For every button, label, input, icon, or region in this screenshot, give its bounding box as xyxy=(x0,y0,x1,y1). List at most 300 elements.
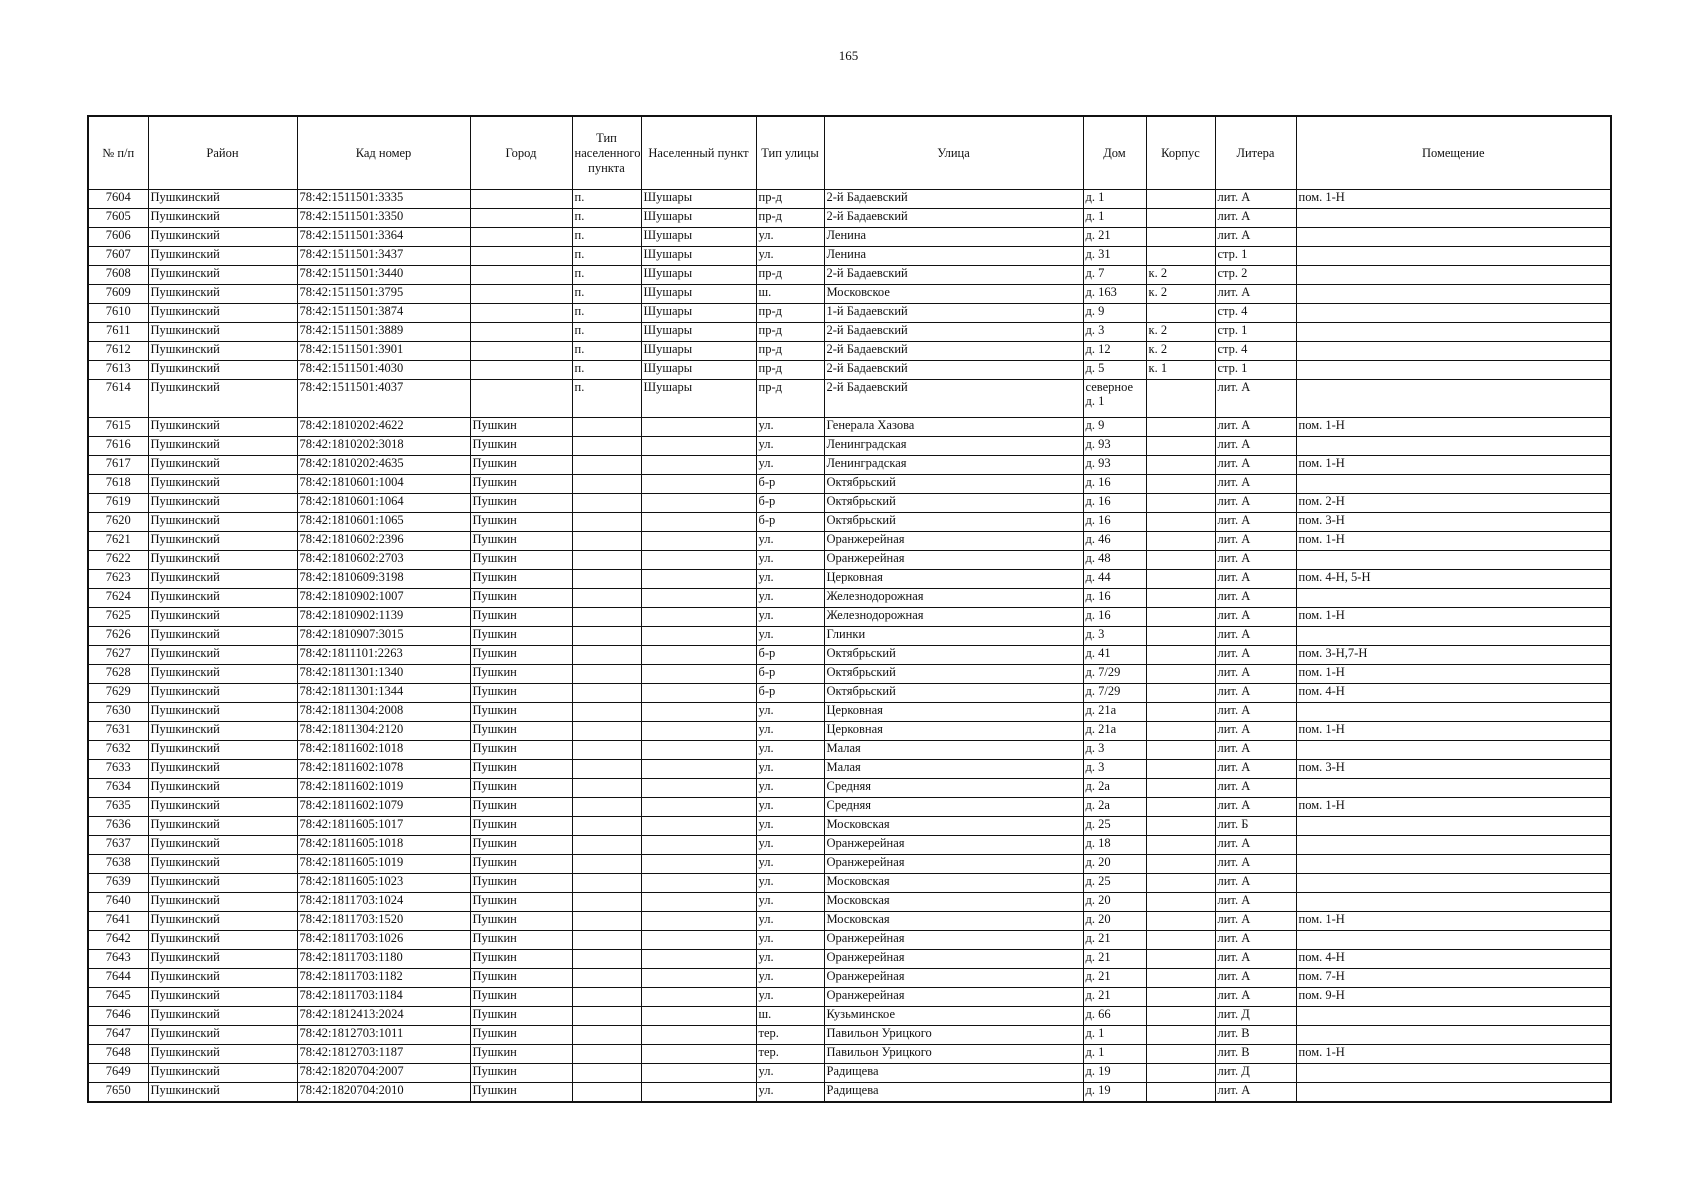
cell-street-type: ул. xyxy=(756,551,824,570)
cell-district: Пушкинский xyxy=(148,456,297,475)
cell-city: Пушкин xyxy=(470,779,572,798)
cell-number: 7625 xyxy=(88,608,148,627)
cell-house: д. 2а xyxy=(1083,798,1146,817)
cell-street: 2-й Бадаевский xyxy=(824,380,1083,418)
cell-letter: лит. А xyxy=(1215,893,1296,912)
cell-street-type: б-р xyxy=(756,646,824,665)
cell-street: Московская xyxy=(824,893,1083,912)
cell-settlement xyxy=(641,1045,756,1064)
cell-settlement-type xyxy=(572,532,641,551)
cell-settlement-type xyxy=(572,988,641,1007)
cell-settlement-type xyxy=(572,456,641,475)
cell-cadastral-number: 78:42:1811101:2263 xyxy=(297,646,470,665)
cell-cadastral-number: 78:42:1511501:3350 xyxy=(297,209,470,228)
cell-building xyxy=(1146,627,1215,646)
cell-building: к. 2 xyxy=(1146,342,1215,361)
table-row xyxy=(88,608,1611,627)
cell-number: 7607 xyxy=(88,247,148,266)
cell-settlement-type xyxy=(572,1007,641,1026)
cell-district: Пушкинский xyxy=(148,589,297,608)
cell-city: Пушкин xyxy=(470,950,572,969)
cell-cadastral-number: 78:42:1820704:2007 xyxy=(297,1064,470,1083)
cell-premises: пом. 1-Н xyxy=(1296,798,1611,817)
cell-letter: лит. А xyxy=(1215,760,1296,779)
header-cell-cadastral-number: Кад номер xyxy=(297,116,470,190)
cell-street-type: б-р xyxy=(756,684,824,703)
cell-settlement-type xyxy=(572,950,641,969)
cell-city xyxy=(470,228,572,247)
cell-premises: пом. 4-Н, 5-Н xyxy=(1296,570,1611,589)
cell-street: Московское xyxy=(824,285,1083,304)
cell-settlement xyxy=(641,627,756,646)
cell-number: 7634 xyxy=(88,779,148,798)
cell-street: Глинки xyxy=(824,627,1083,646)
cell-number: 7626 xyxy=(88,627,148,646)
cell-number: 7623 xyxy=(88,570,148,589)
cell-number: 7642 xyxy=(88,931,148,950)
cell-letter: лит. А xyxy=(1215,475,1296,494)
cell-premises xyxy=(1296,1026,1611,1045)
table-row xyxy=(88,209,1611,228)
cell-city: Пушкин xyxy=(470,532,572,551)
cell-number: 7644 xyxy=(88,969,148,988)
cell-district: Пушкинский xyxy=(148,969,297,988)
cell-settlement xyxy=(641,931,756,950)
cell-letter: лит. А xyxy=(1215,741,1296,760)
cell-settlement-type: п. xyxy=(572,266,641,285)
cell-city: Пушкин xyxy=(470,874,572,893)
cell-house: д. 21а xyxy=(1083,703,1146,722)
table-row xyxy=(88,703,1611,722)
cell-district: Пушкинский xyxy=(148,475,297,494)
cell-building xyxy=(1146,779,1215,798)
cell-street: 2-й Бадаевский xyxy=(824,209,1083,228)
cell-settlement: Шушары xyxy=(641,209,756,228)
cell-house: д. 2а xyxy=(1083,779,1146,798)
cell-street-type: ул. xyxy=(756,1064,824,1083)
cell-district: Пушкинский xyxy=(148,931,297,950)
cell-street-type: ул. xyxy=(756,760,824,779)
cell-letter: лит. А xyxy=(1215,285,1296,304)
cell-premises xyxy=(1296,361,1611,380)
cell-house: д. 20 xyxy=(1083,912,1146,931)
cell-settlement xyxy=(641,817,756,836)
cell-cadastral-number: 78:42:1811703:1026 xyxy=(297,931,470,950)
cell-settlement-type xyxy=(572,665,641,684)
cell-house: д. 25 xyxy=(1083,817,1146,836)
cell-premises xyxy=(1296,475,1611,494)
cell-settlement: Шушары xyxy=(641,285,756,304)
cell-building xyxy=(1146,1026,1215,1045)
cell-number: 7621 xyxy=(88,532,148,551)
cell-letter: лит. А xyxy=(1215,209,1296,228)
cell-city: Пушкин xyxy=(470,627,572,646)
table-row xyxy=(88,855,1611,874)
cell-cadastral-number: 78:42:1511501:3440 xyxy=(297,266,470,285)
cell-house: д. 3 xyxy=(1083,323,1146,342)
cell-number: 7635 xyxy=(88,798,148,817)
cell-settlement xyxy=(641,874,756,893)
cell-house: д. 19 xyxy=(1083,1064,1146,1083)
cell-street-type: ул. xyxy=(756,779,824,798)
cell-cadastral-number: 78:42:1811605:1018 xyxy=(297,836,470,855)
cell-premises: пом. 1-Н xyxy=(1296,532,1611,551)
cell-settlement-type xyxy=(572,893,641,912)
cell-street-type: ул. xyxy=(756,722,824,741)
table-row xyxy=(88,494,1611,513)
cell-district: Пушкинский xyxy=(148,494,297,513)
cell-street-type: ул. xyxy=(756,798,824,817)
cell-building xyxy=(1146,646,1215,665)
cell-building xyxy=(1146,665,1215,684)
cell-building xyxy=(1146,950,1215,969)
cell-premises xyxy=(1296,437,1611,456)
cell-settlement xyxy=(641,437,756,456)
cell-street-type: б-р xyxy=(756,513,824,532)
cell-premises: пом. 1-Н xyxy=(1296,608,1611,627)
cell-premises xyxy=(1296,703,1611,722)
cell-cadastral-number: 78:42:1811304:2008 xyxy=(297,703,470,722)
cell-city: Пушкин xyxy=(470,893,572,912)
cell-building xyxy=(1146,1007,1215,1026)
cell-premises xyxy=(1296,855,1611,874)
cell-premises xyxy=(1296,741,1611,760)
cell-settlement xyxy=(641,760,756,779)
cell-settlement-type xyxy=(572,1045,641,1064)
cell-street-type: ш. xyxy=(756,1007,824,1026)
cell-premises: пом. 4-Н xyxy=(1296,950,1611,969)
cell-street-type: б-р xyxy=(756,494,824,513)
cell-city: Пушкин xyxy=(470,760,572,779)
cell-district: Пушкинский xyxy=(148,1007,297,1026)
cell-house: д. 21 xyxy=(1083,950,1146,969)
cell-letter: лит. А xyxy=(1215,228,1296,247)
cell-settlement xyxy=(641,703,756,722)
cell-district: Пушкинский xyxy=(148,665,297,684)
cell-settlement-type xyxy=(572,855,641,874)
cell-number: 7637 xyxy=(88,836,148,855)
cell-district: Пушкинский xyxy=(148,836,297,855)
cell-district: Пушкинский xyxy=(148,342,297,361)
cell-street-type: пр-д xyxy=(756,190,824,209)
cell-settlement xyxy=(641,513,756,532)
cell-letter: лит. А xyxy=(1215,950,1296,969)
cell-settlement-type xyxy=(572,1026,641,1045)
cell-street: Оранжерейная xyxy=(824,969,1083,988)
cell-number: 7610 xyxy=(88,304,148,323)
cell-street-type: ул. xyxy=(756,570,824,589)
cell-street-type: ул. xyxy=(756,418,824,437)
cell-city: Пушкин xyxy=(470,969,572,988)
cell-letter: лит. А xyxy=(1215,608,1296,627)
cell-district: Пушкинский xyxy=(148,855,297,874)
cell-letter: лит. А xyxy=(1215,665,1296,684)
table-row xyxy=(88,551,1611,570)
cell-premises: пом. 1-Н xyxy=(1296,190,1611,209)
cell-letter: лит. А xyxy=(1215,551,1296,570)
cell-number: 7617 xyxy=(88,456,148,475)
cell-city: Пушкин xyxy=(470,1007,572,1026)
cell-cadastral-number: 78:42:1810907:3015 xyxy=(297,627,470,646)
cell-cadastral-number: 78:42:1811602:1018 xyxy=(297,741,470,760)
cell-letter: лит. А xyxy=(1215,532,1296,551)
cell-number: 7612 xyxy=(88,342,148,361)
cell-cadastral-number: 78:42:1810609:3198 xyxy=(297,570,470,589)
cell-street-type: б-р xyxy=(756,475,824,494)
cell-letter: лит. А xyxy=(1215,380,1296,418)
cell-street: Железнодорожная xyxy=(824,608,1083,627)
cell-house: д. 1 xyxy=(1083,209,1146,228)
cell-number: 7633 xyxy=(88,760,148,779)
cell-letter: лит. А xyxy=(1215,912,1296,931)
cell-settlement-type: п. xyxy=(572,190,641,209)
cell-letter: лит. А xyxy=(1215,437,1296,456)
cell-settlement-type xyxy=(572,1083,641,1103)
cell-cadastral-number: 78:42:1511501:3889 xyxy=(297,323,470,342)
cell-street: Оранжерейная xyxy=(824,855,1083,874)
table-row xyxy=(88,665,1611,684)
cell-street-type: пр-д xyxy=(756,266,824,285)
cell-city xyxy=(470,342,572,361)
cell-building: к. 1 xyxy=(1146,361,1215,380)
cell-city: Пушкин xyxy=(470,494,572,513)
cell-letter: лит. А xyxy=(1215,418,1296,437)
cell-settlement-type: п. xyxy=(572,209,641,228)
table-row xyxy=(88,817,1611,836)
cell-building xyxy=(1146,741,1215,760)
cell-settlement-type xyxy=(572,931,641,950)
cell-settlement xyxy=(641,1083,756,1103)
cell-street: Ленинградская xyxy=(824,437,1083,456)
cell-number: 7624 xyxy=(88,589,148,608)
cell-street-type: б-р xyxy=(756,665,824,684)
cell-street: Радищева xyxy=(824,1083,1083,1103)
table-row xyxy=(88,475,1611,494)
cell-premises: пом. 1-Н xyxy=(1296,418,1611,437)
cell-letter: стр. 4 xyxy=(1215,342,1296,361)
cell-settlement-type xyxy=(572,551,641,570)
cell-city: Пушкин xyxy=(470,551,572,570)
table-row xyxy=(88,1026,1611,1045)
cell-building xyxy=(1146,570,1215,589)
cell-street: Октябрьский xyxy=(824,646,1083,665)
cell-building xyxy=(1146,380,1215,418)
cell-premises: пом. 4-Н xyxy=(1296,684,1611,703)
cell-number: 7622 xyxy=(88,551,148,570)
cell-street: Церковная xyxy=(824,722,1083,741)
cell-building xyxy=(1146,912,1215,931)
table-row xyxy=(88,1064,1611,1083)
cell-settlement xyxy=(641,418,756,437)
cell-district: Пушкинский xyxy=(148,209,297,228)
cell-house: д. 21 xyxy=(1083,988,1146,1007)
cell-city: Пушкин xyxy=(470,456,572,475)
cell-house: д. 41 xyxy=(1083,646,1146,665)
cell-street-type: пр-д xyxy=(756,380,824,418)
cell-district: Пушкинский xyxy=(148,1045,297,1064)
cell-building xyxy=(1146,513,1215,532)
cell-settlement xyxy=(641,722,756,741)
cell-letter: лит. Д xyxy=(1215,1064,1296,1083)
cell-street: 2-й Бадаевский xyxy=(824,266,1083,285)
cell-number: 7636 xyxy=(88,817,148,836)
cell-city: Пушкин xyxy=(470,1083,572,1103)
cell-cadastral-number: 78:42:1810902:1139 xyxy=(297,608,470,627)
cell-settlement: Шушары xyxy=(641,323,756,342)
cell-premises xyxy=(1296,285,1611,304)
cell-street: 2-й Бадаевский xyxy=(824,323,1083,342)
cell-number: 7639 xyxy=(88,874,148,893)
cell-premises xyxy=(1296,323,1611,342)
cell-building xyxy=(1146,855,1215,874)
table-row xyxy=(88,893,1611,912)
cell-settlement xyxy=(641,570,756,589)
cell-building xyxy=(1146,532,1215,551)
table-row xyxy=(88,684,1611,703)
cell-premises xyxy=(1296,1083,1611,1103)
cell-street-type: ул. xyxy=(756,874,824,893)
table-row xyxy=(88,1083,1611,1103)
cell-district: Пушкинский xyxy=(148,361,297,380)
cell-cadastral-number: 78:42:1811605:1023 xyxy=(297,874,470,893)
table-row xyxy=(88,988,1611,1007)
cell-street-type: ул. xyxy=(756,988,824,1007)
cell-settlement xyxy=(641,798,756,817)
cell-street-type: ул. xyxy=(756,912,824,931)
cell-cadastral-number: 78:42:1811703:1180 xyxy=(297,950,470,969)
cell-settlement-type xyxy=(572,969,641,988)
cell-letter: лит. А xyxy=(1215,494,1296,513)
cell-city: Пушкин xyxy=(470,513,572,532)
table-row xyxy=(88,437,1611,456)
cell-house: д. 16 xyxy=(1083,475,1146,494)
table-row xyxy=(88,323,1611,342)
cell-city xyxy=(470,380,572,418)
table-row xyxy=(88,570,1611,589)
cell-building xyxy=(1146,418,1215,437)
cell-cadastral-number: 78:42:1820704:2010 xyxy=(297,1083,470,1103)
cell-settlement-type xyxy=(572,646,641,665)
cell-district: Пушкинский xyxy=(148,988,297,1007)
cell-cadastral-number: 78:42:1812703:1011 xyxy=(297,1026,470,1045)
cell-letter: лит. А xyxy=(1215,627,1296,646)
cell-cadastral-number: 78:42:1810902:1007 xyxy=(297,589,470,608)
cell-house: д. 18 xyxy=(1083,836,1146,855)
table-row xyxy=(88,741,1611,760)
cell-number: 7643 xyxy=(88,950,148,969)
cell-building xyxy=(1146,703,1215,722)
cell-settlement-type xyxy=(572,722,641,741)
cell-street: Оранжерейная xyxy=(824,950,1083,969)
cell-cadastral-number: 78:42:1511501:3437 xyxy=(297,247,470,266)
table-row xyxy=(88,589,1611,608)
cell-letter: лит. А xyxy=(1215,855,1296,874)
cell-house: д. 21 xyxy=(1083,228,1146,247)
cell-settlement: Шушары xyxy=(641,361,756,380)
cell-settlement-type xyxy=(572,475,641,494)
cell-settlement xyxy=(641,741,756,760)
cell-premises xyxy=(1296,893,1611,912)
table-body xyxy=(88,190,1611,1103)
cell-street-type: ул. xyxy=(756,532,824,551)
cell-building xyxy=(1146,817,1215,836)
cell-settlement-type xyxy=(572,798,641,817)
cell-street: Ленинградская xyxy=(824,456,1083,475)
cell-building xyxy=(1146,836,1215,855)
cell-cadastral-number: 78:42:1511501:4030 xyxy=(297,361,470,380)
table-row xyxy=(88,760,1611,779)
cell-city xyxy=(470,361,572,380)
cell-house: д. 44 xyxy=(1083,570,1146,589)
cell-street-type: ул. xyxy=(756,456,824,475)
cell-premises xyxy=(1296,874,1611,893)
cell-premises xyxy=(1296,380,1611,418)
cell-street-type: ш. xyxy=(756,285,824,304)
cell-street-type: ул. xyxy=(756,855,824,874)
cell-street-type: ул. xyxy=(756,1083,824,1103)
cell-settlement: Шушары xyxy=(641,190,756,209)
cell-settlement-type xyxy=(572,912,641,931)
cell-building xyxy=(1146,684,1215,703)
cell-building: к. 2 xyxy=(1146,323,1215,342)
cell-number: 7620 xyxy=(88,513,148,532)
cell-city: Пушкин xyxy=(470,684,572,703)
cell-settlement xyxy=(641,684,756,703)
cell-city: Пушкин xyxy=(470,912,572,931)
cell-premises: пом. 3-Н xyxy=(1296,760,1611,779)
cell-district: Пушкинский xyxy=(148,304,297,323)
cell-house: д. 3 xyxy=(1083,741,1146,760)
cell-building xyxy=(1146,551,1215,570)
cell-house: д. 25 xyxy=(1083,874,1146,893)
cell-district: Пушкинский xyxy=(148,418,297,437)
cell-street-type: ул. xyxy=(756,817,824,836)
cell-street-type: ул. xyxy=(756,703,824,722)
cell-premises: пом. 1-Н xyxy=(1296,665,1611,684)
cell-settlement xyxy=(641,532,756,551)
cell-letter: лит. А xyxy=(1215,836,1296,855)
cell-city: Пушкин xyxy=(470,817,572,836)
cell-settlement xyxy=(641,551,756,570)
cell-settlement-type xyxy=(572,627,641,646)
table-row xyxy=(88,874,1611,893)
cell-letter: лит. А xyxy=(1215,684,1296,703)
cell-building: к. 2 xyxy=(1146,266,1215,285)
cell-house: д. 9 xyxy=(1083,418,1146,437)
cell-street: Оранжерейная xyxy=(824,931,1083,950)
cell-house: д. 16 xyxy=(1083,513,1146,532)
cell-premises: пом. 1-Н xyxy=(1296,1045,1611,1064)
cell-city: Пушкин xyxy=(470,608,572,627)
cell-settlement xyxy=(641,988,756,1007)
cell-settlement-type xyxy=(572,817,641,836)
header-cell-settlement-type: Тип населенного пункта xyxy=(572,116,641,190)
cell-letter: лит. А xyxy=(1215,513,1296,532)
page-number: 165 xyxy=(838,48,859,63)
cell-settlement-type xyxy=(572,589,641,608)
cell-cadastral-number: 78:42:1811602:1079 xyxy=(297,798,470,817)
cell-number: 7606 xyxy=(88,228,148,247)
cell-house: д. 3 xyxy=(1083,760,1146,779)
cell-number: 7641 xyxy=(88,912,148,931)
cell-letter: лит. А xyxy=(1215,798,1296,817)
cell-settlement xyxy=(641,1026,756,1045)
cell-settlement: Шушары xyxy=(641,247,756,266)
cell-settlement: Шушары xyxy=(641,304,756,323)
cell-premises: пом. 1-Н xyxy=(1296,722,1611,741)
cell-city: Пушкин xyxy=(470,722,572,741)
cell-street: 2-й Бадаевский xyxy=(824,190,1083,209)
